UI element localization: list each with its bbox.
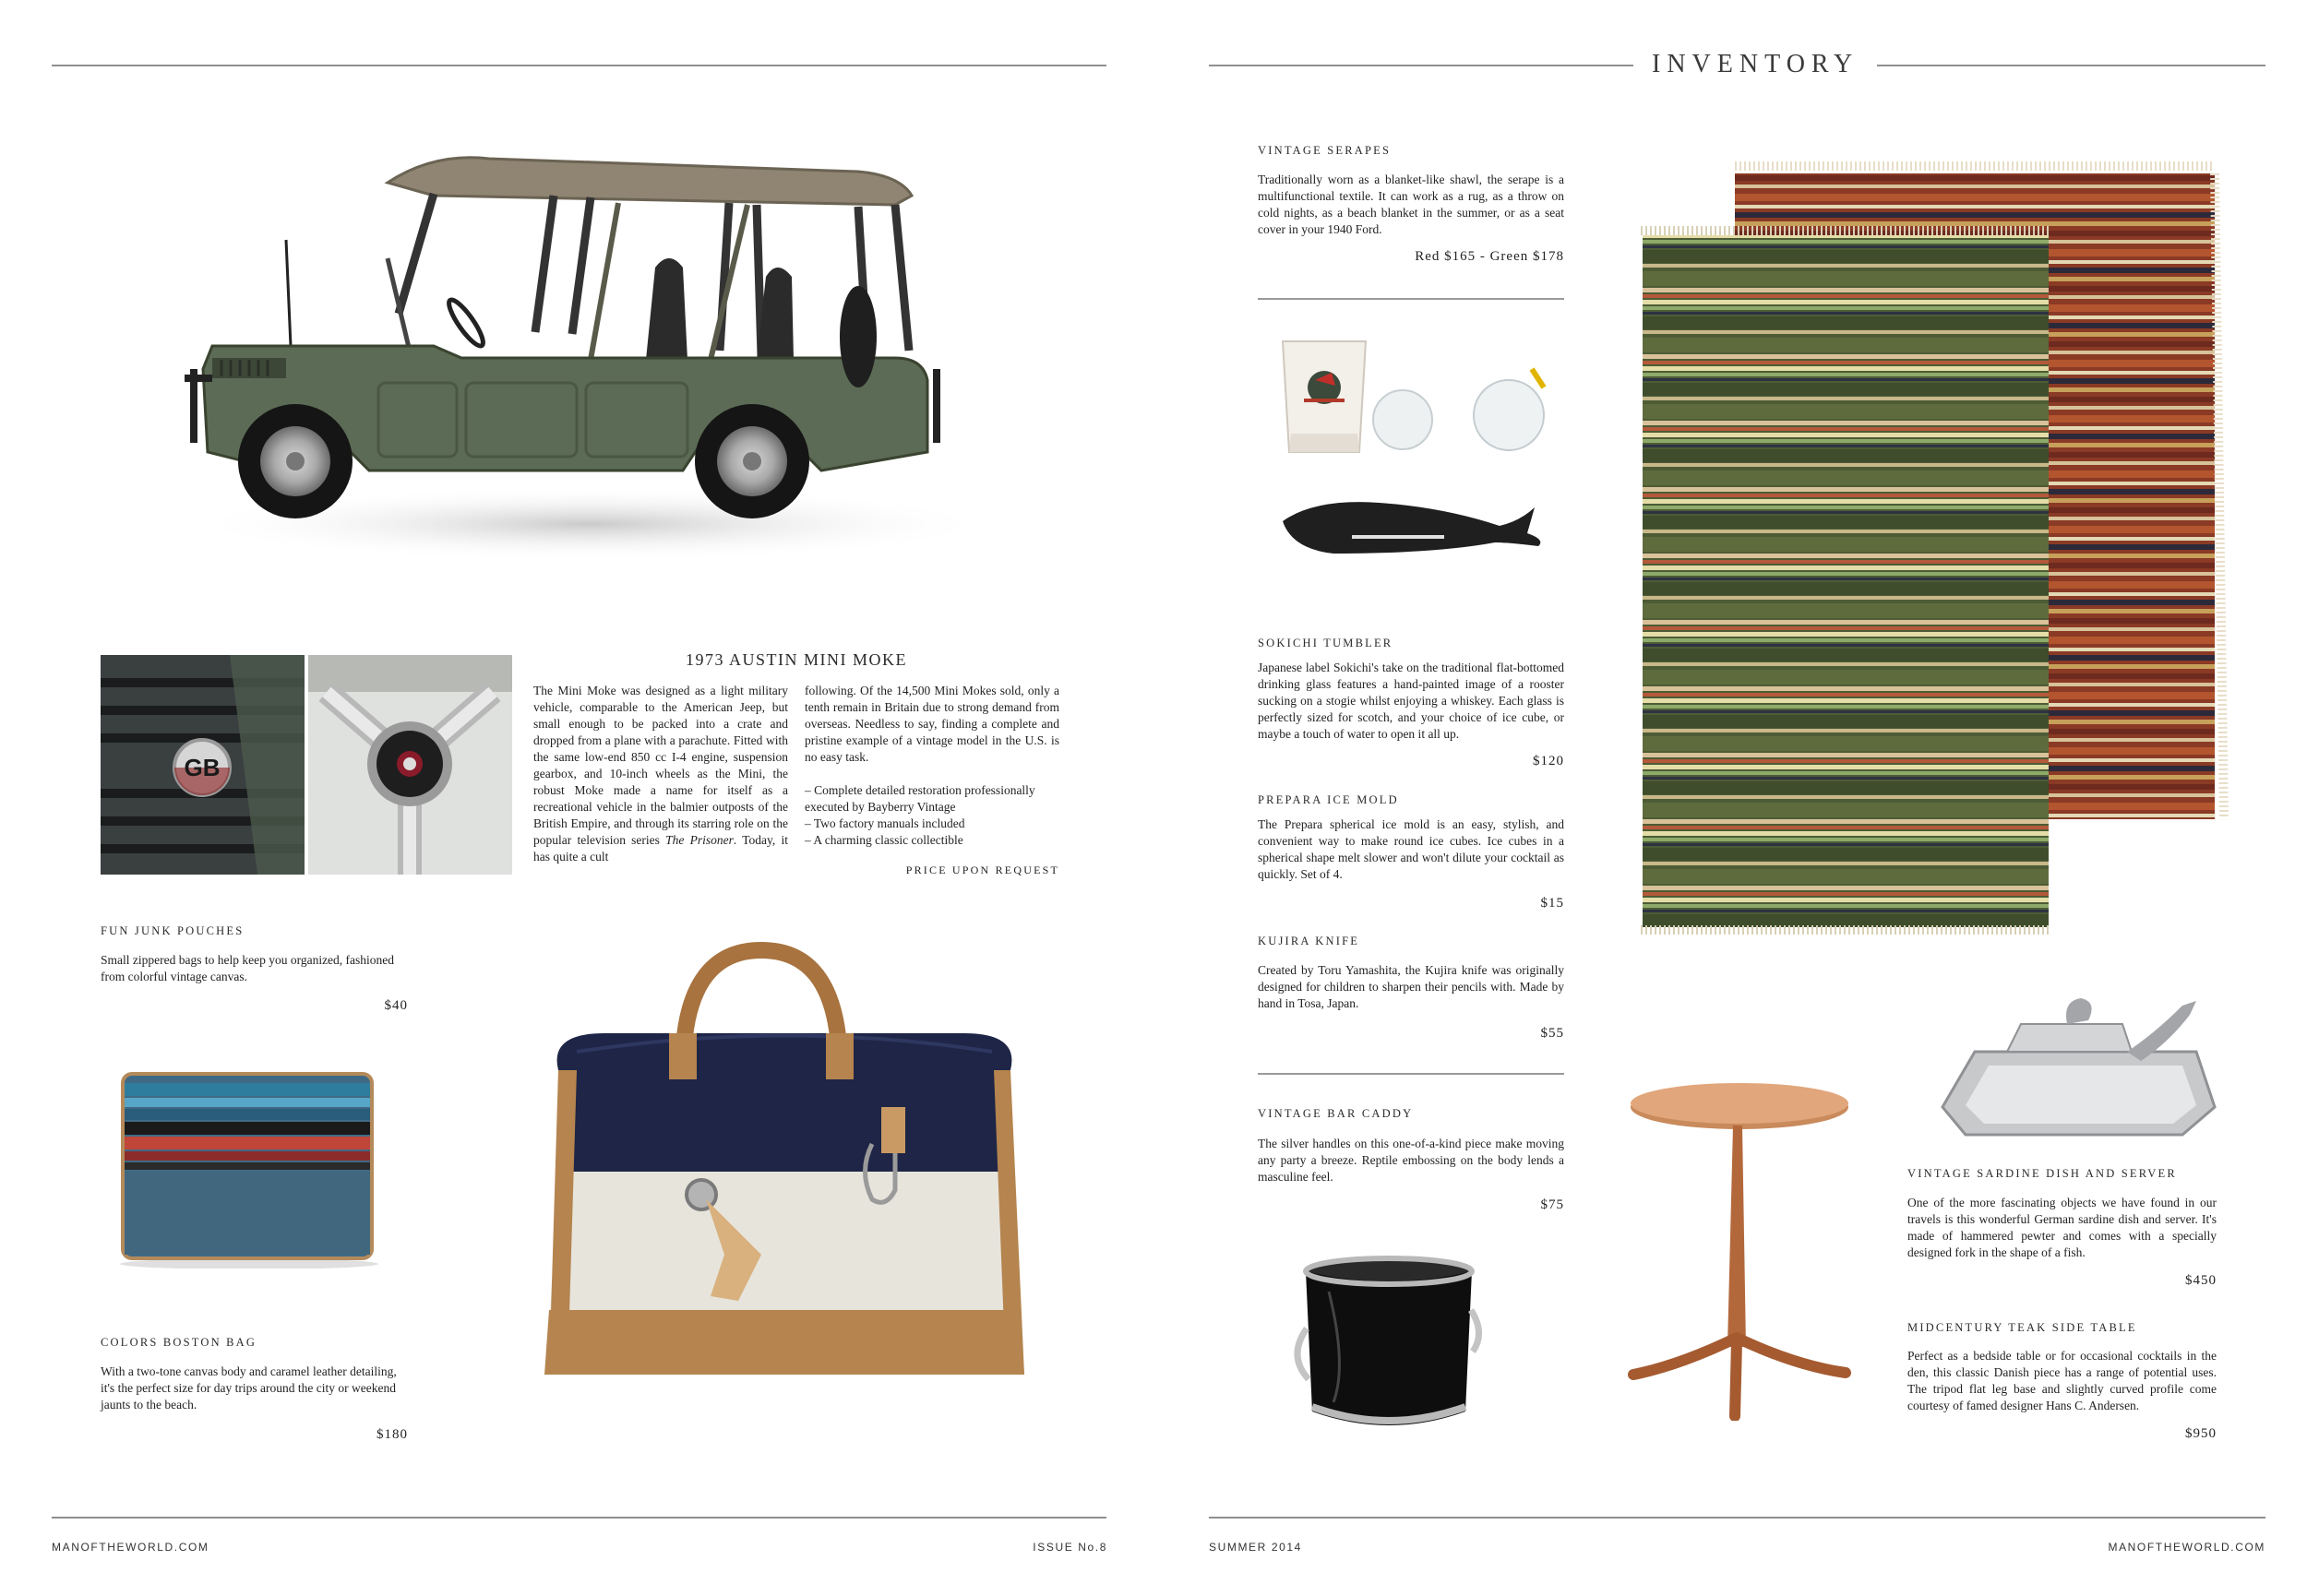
right-footer-rule	[1209, 1517, 2265, 1519]
boston-bag-photo	[521, 932, 1057, 1393]
footer-right-site: MANOFTHEWORLD.COM	[2108, 1541, 2265, 1554]
boston-bag-price: $180	[377, 1427, 408, 1442]
moke-body-col2	[805, 683, 1059, 849]
pouches-text: Small zippered bags to help keep you organized, fashioned from colorful vintage canvas.	[101, 953, 395, 983]
ice-mold-text: The Prepara spherical ice mold is an easy, stylish, and convenient way to make round ice cubes. Ice cubes in a spherical shape melt slower and won't dilute your cocktail as quickly. Set of 4.	[1258, 817, 1564, 881]
moke-bullet-1: – Complete detailed restoration professionally executed by Bayberry Vintage	[805, 783, 1035, 814]
left-header-rule	[52, 65, 1106, 66]
serapes-price: Red $165 - Green $178	[1415, 249, 1564, 264]
tumbler-label: SOKICHI TUMBLER	[1258, 637, 1393, 649]
footer-left-site: MANOFTHEWORLD.COM	[52, 1541, 209, 1554]
moke-body-col1-b: . Today, it has quite a cult	[533, 833, 789, 864]
moke-body-col1-italic: The Prisoner	[665, 833, 734, 847]
ice-mold-label: PREPARA ICE MOLD	[1258, 793, 1399, 806]
teak-table-price: $950	[2185, 1426, 2217, 1441]
moke-title: 1973 AUSTIN MINI MOKE	[686, 650, 907, 669]
gb-badge-photo	[101, 655, 305, 875]
bar-caddy-text: The silver handles on this one-of-a-kind piece make moving any party a breeze. Reptile embossing on the body lends a masculine feel.	[1258, 1137, 1564, 1184]
teak-table-label: MIDCENTURY TEAK SIDE TABLE	[1907, 1321, 2137, 1334]
serapes-text: Traditionally worn as a blanket-like shawl, the serape is a multifunctional textile. It can work as a rug, as a throw on cold nights, as a beach blanket in the summer, or as a seat cover in your 1940 Ford.	[1258, 173, 1564, 236]
moke-body-col1-a: The Mini Moke was designed as a light military vehicle, comparable to the American Jeep, but small enough to be packed into a crate and dropped from a plane with a parachute. Fitted with the same low-end 850 cc I-4 engine, suspension gearbox, and 10-inch wheels as the Mini, the robust Moke made a name for itself as a recreational vehicle in the balmier outposts of the British Empire, and through its starring role on the popular television series	[533, 684, 788, 847]
moke-bullet-3: – A charming classic collectible	[805, 833, 963, 847]
bar-caddy-label: VINTAGE BAR CADDY	[1258, 1107, 1414, 1120]
teak-table-text: Perfect as a bedside table or for occasional cocktails in the den, this classic Danish piece has a range of potential uses. The tripod flat leg base and slightly curved profile come courtesy of famed designer Hans C. Andersen.	[1907, 1349, 2217, 1412]
pouches-label: FUN JUNK POUCHES	[101, 924, 245, 937]
moke-body-col2-text: following. Of the 14,500 Mini Mokes sold, only a tenth remain in Britain due to strong demand from overseas. Needless to say, finding a complete and pristine example of a vintage model in the U.S. is no easy task.	[805, 684, 1059, 764]
moke-price: PRICE UPON REQUEST	[905, 864, 1059, 876]
serapes-label: VINTAGE SERAPES	[1258, 144, 1392, 157]
footer-issue: ISSUE No.8	[1033, 1541, 1107, 1554]
sardine-price: $450	[2185, 1273, 2217, 1288]
tumbler-ice-knife-photo	[1278, 332, 1564, 581]
sardine-label: VINTAGE SARDINE DISH AND SERVER	[1907, 1167, 2177, 1180]
serapes-photo	[1633, 138, 2233, 941]
pouches-price: $40	[384, 998, 408, 1013]
knife-label: KUJIRA KNIFE	[1258, 935, 1360, 947]
serapes-divider	[1258, 298, 1564, 300]
boston-bag-label: COLORS BOSTON BAG	[101, 1336, 257, 1349]
section-title: INVENTORY	[1633, 50, 1877, 79]
mini-moke-photo	[157, 138, 1015, 600]
knife-price: $55	[1540, 1026, 1564, 1041]
teak-table-photo	[1624, 1079, 1855, 1421]
bar-caddy-price: $75	[1540, 1197, 1564, 1212]
steering-wheel-photo	[308, 655, 512, 875]
moke-bullet-2: – Two factory manuals included	[805, 816, 965, 830]
tumbler-price: $120	[1533, 754, 1564, 768]
tumbler-text: Japanese label Sokichi's take on the traditional flat-bottomed drinking glass features a hand-painted image of a rooster sucking on a stogie whilst enjoying a whiskey. Each glass is perfectly sized for scotch, and your choice of ice cube, or maybe a touch of water to open it all up.	[1258, 661, 1564, 741]
sardine-text: One of the more fascinating objects we have found in our travels is this wonderful German sardine dish and server. It's made of hammered pewter and comes with a specially designed fork in the shape of a fish.	[1907, 1196, 2217, 1259]
bar-caddy-photo	[1292, 1255, 1486, 1439]
footer-season: SUMMER 2014	[1209, 1541, 1302, 1554]
knife-divider	[1258, 1073, 1564, 1075]
pouch-photo	[115, 1070, 378, 1268]
sardine-dish-photo	[1933, 996, 2219, 1149]
boston-bag-text: With a two-tone canvas body and caramel leather detailing, it's the perfect size for day trips around the city or weekend jaunts to the beach.	[101, 1364, 397, 1411]
gb-badge-text: GB	[184, 754, 221, 781]
ice-mold-price: $15	[1540, 896, 1564, 911]
knife-text: Created by Toru Yamashita, the Kujira knife was originally designed for children to sharpen their pencils with. Made by hand in Tosa, Japan.	[1258, 963, 1564, 1010]
left-footer-rule	[52, 1517, 1106, 1519]
moke-body-col1	[533, 683, 788, 865]
